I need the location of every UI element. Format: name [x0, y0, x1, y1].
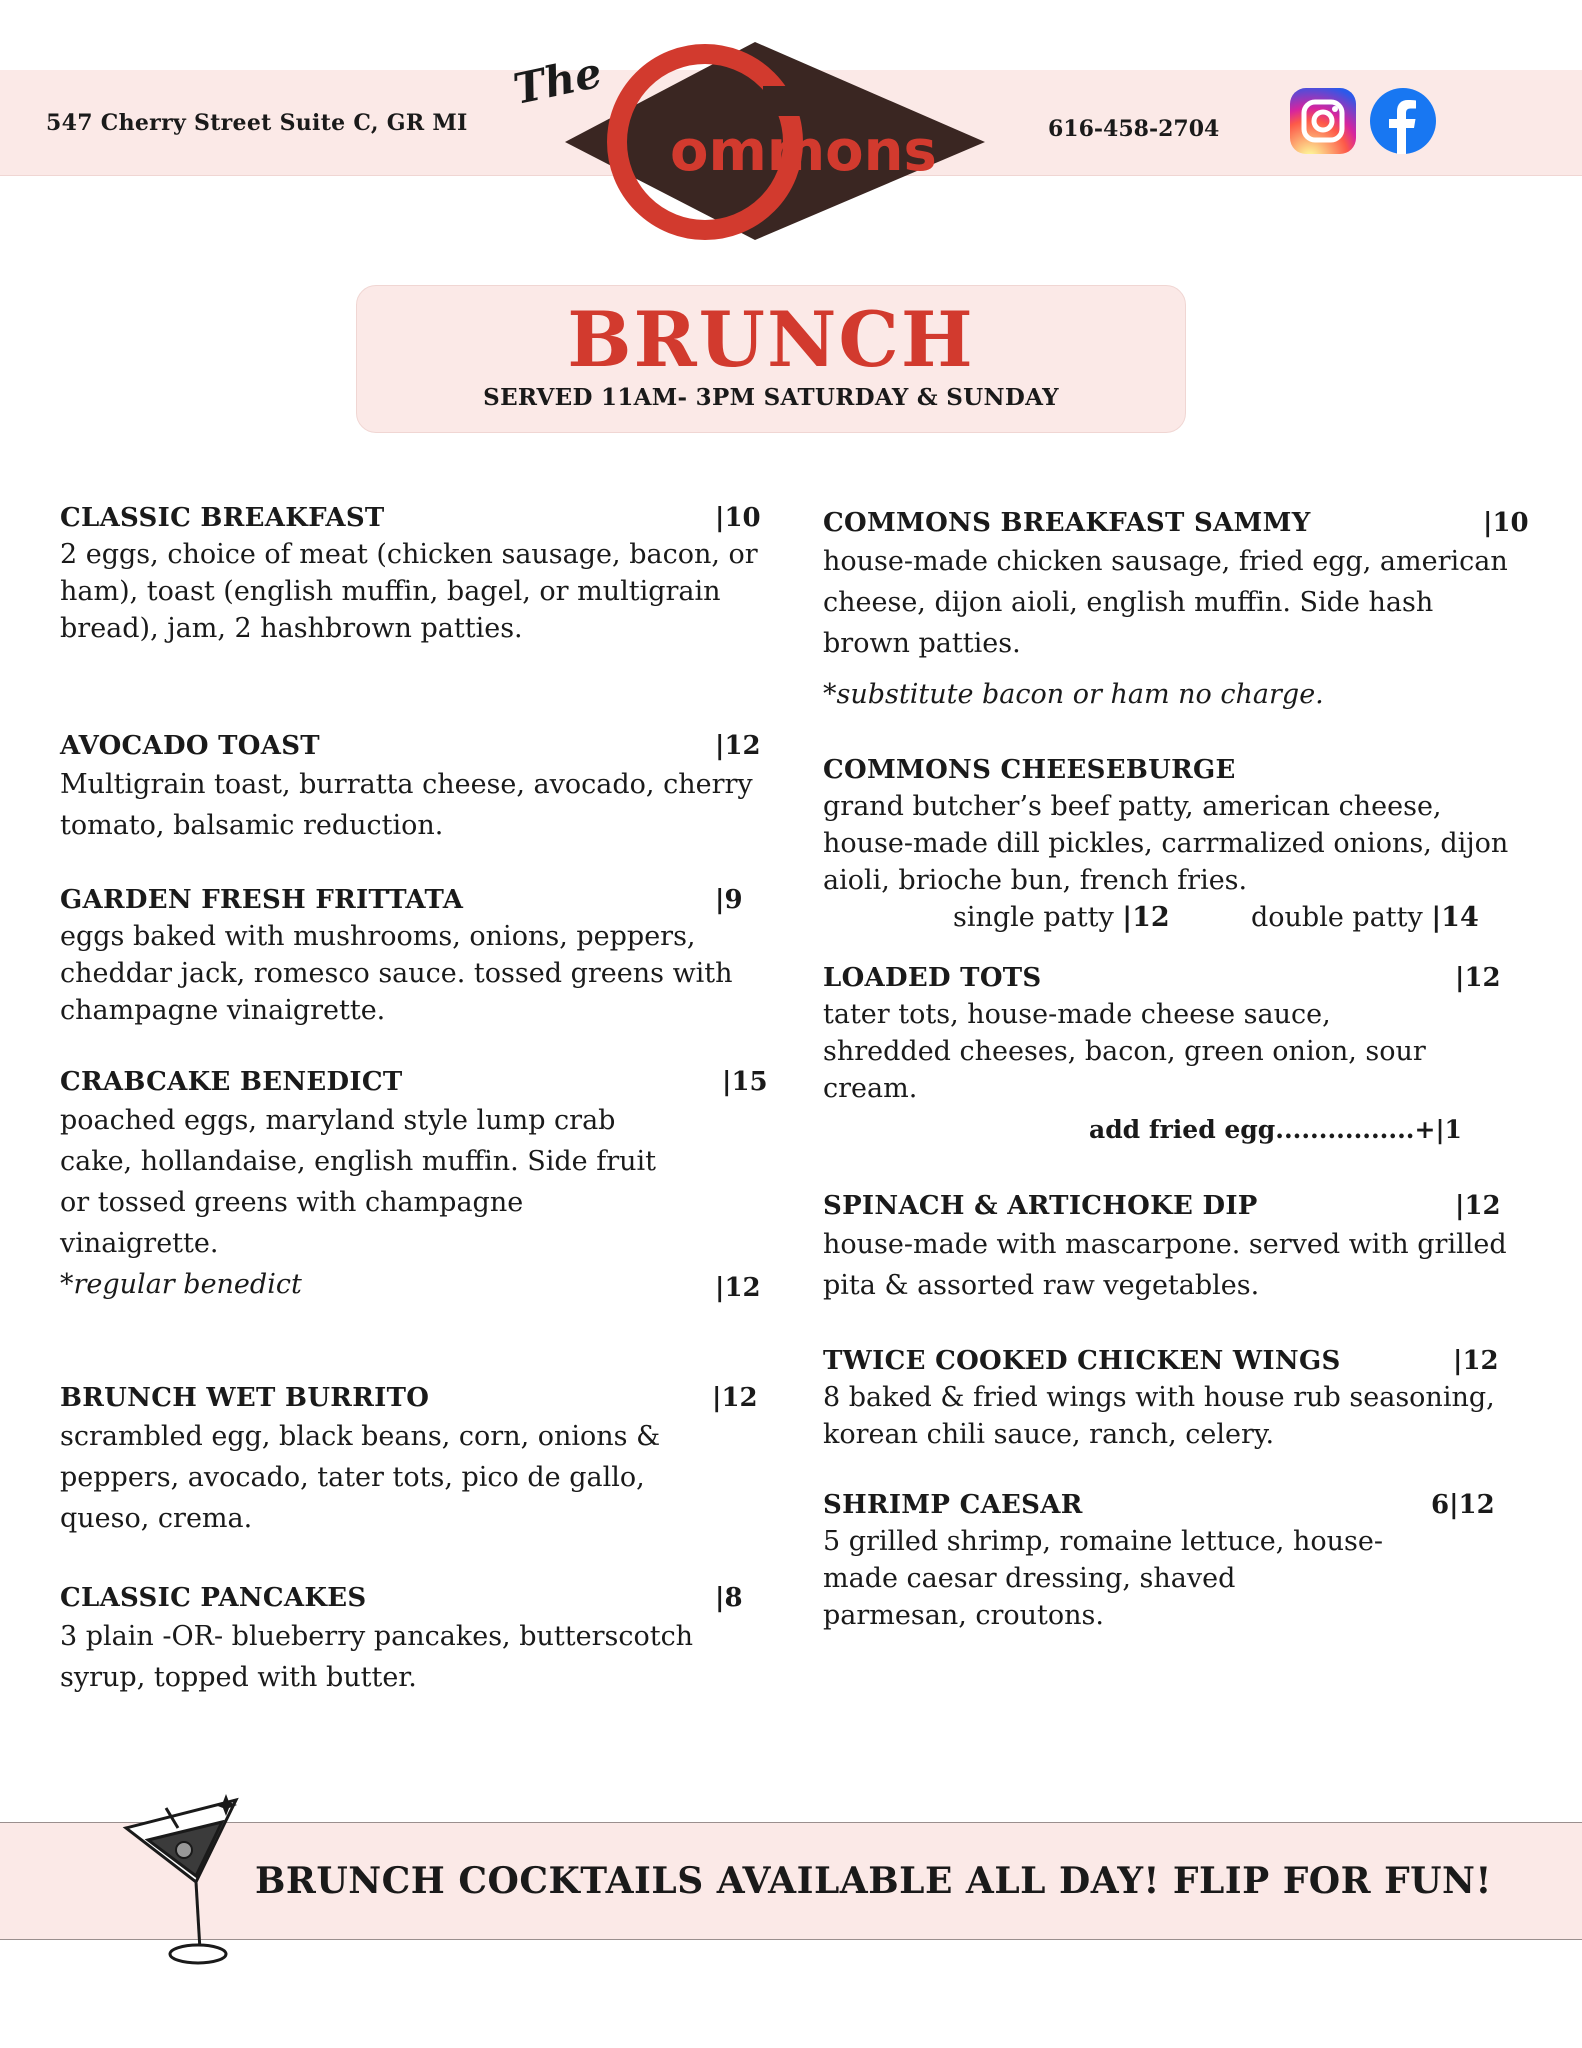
addon-fried-egg: add fried egg................+|1 — [1089, 1115, 1462, 1144]
item-price: |12 — [715, 731, 761, 761]
note-price: |12 — [715, 1273, 761, 1303]
item-note: *regular benedict — [60, 1269, 302, 1300]
item-name: CRABCAKE BENEDICT — [60, 1067, 403, 1097]
address: 547 Cherry Street Suite C, GR MI — [46, 110, 468, 136]
title-box — [356, 285, 1186, 433]
menu-item-spinach-artichoke-dip — [823, 1188, 1543, 1306]
item-name: COMMONS BREAKFAST SAMMY — [823, 508, 1311, 538]
item-name: SPINACH & ARTICHOKE DIP — [823, 1191, 1258, 1221]
item-name: SHRIMP CAESAR — [823, 1490, 1083, 1520]
menu-item-classic-breakfast — [60, 500, 780, 647]
item-price: |12 — [1455, 1191, 1501, 1221]
item-description: house-made with mascarpone. served with grilled pita & assorted raw vegetables. — [823, 1229, 1507, 1301]
item-price: |10 — [1483, 508, 1529, 538]
service-hours: SERVED 11AM- 3PM SATURDAY & SUNDAY — [483, 383, 1059, 411]
item-name: BRUNCH WET BURRITO — [60, 1383, 430, 1413]
menu-item-classic-pancakes — [60, 1580, 780, 1698]
item-description: 5 grilled shrimp, romaine lettuce, house-made caesar dressing, shaved parmesan, croutons. — [823, 1526, 1383, 1631]
menu-item-twice-cooked-chicken-wings — [823, 1343, 1543, 1453]
item-name: AVOCADO TOAST — [60, 731, 320, 761]
menu-item-avocado-toast — [60, 728, 780, 846]
phone-number[interactable]: 616-458-2704 — [1048, 116, 1220, 142]
item-description: 2 eggs, choice of meat (chicken sausage, bacon, or ham), toast (english muffin, bagel, or multigrain bread), jam, 2 hashbrown patties. — [60, 539, 758, 644]
page-title: BRUNCH — [567, 295, 975, 384]
item-price: |12 — [1455, 963, 1501, 993]
menu-item-commons-breakfast-sammy — [823, 505, 1543, 713]
item-name: CLASSIC PANCAKES — [60, 1583, 367, 1613]
item-description: grand butcher’s beef patty, american cheese, house-made dill pickles, carrmalized onions, dijon aioli, brioche bun, french fries. — [823, 791, 1509, 896]
item-name: GARDEN FRESH FRITTATA — [60, 885, 464, 915]
menu-item-loaded-tots — [823, 960, 1543, 1155]
item-name: LOADED TOTS — [823, 963, 1042, 993]
facebook-icon[interactable] — [1370, 88, 1436, 154]
menu-item-brunch-wet-burrito — [60, 1380, 780, 1539]
item-price: |9 — [715, 885, 743, 915]
svg-text:The: The — [509, 47, 606, 114]
item-name: CLASSIC BREAKFAST — [60, 503, 385, 533]
double-patty-option: double patty |14 — [1251, 902, 1479, 933]
item-description: tater tots, house-made cheese sauce, shredded cheeses, bacon, green onion, sour cream. — [823, 999, 1426, 1104]
item-price: |12 — [712, 1383, 758, 1413]
item-description: 8 baked & fried wings with house rub seasoning, korean chili sauce, ranch, celery. — [823, 1382, 1495, 1450]
item-price: |8 — [715, 1583, 743, 1613]
martini-glass-icon — [118, 1790, 248, 1970]
item-note: *substitute bacon or ham no charge. — [823, 679, 1324, 710]
menu-item-garden-fresh-frittata — [60, 882, 780, 1029]
item-price: |12 — [1453, 1346, 1499, 1376]
item-description: house-made chicken sausage, fried egg, american cheese, dijon aioli, english muffin. Side hash brown patties. — [823, 546, 1508, 659]
menu-item-crabcake-benedict — [60, 1064, 790, 1310]
item-description: poached eggs, maryland style lump crab cake, hollandaise, english muffin. Side fruit or tossed greens with champagne vinaigrette. — [60, 1105, 657, 1259]
item-name: COMMONS CHEESEBURGE — [823, 755, 1236, 785]
footer-message: BRUNCH COCKTAILS AVAILABLE ALL DAY! FLIP FOR FUN! — [255, 1860, 1492, 1902]
menu-item-commons-cheeseburger — [823, 752, 1543, 937]
item-price: |10 — [715, 503, 761, 533]
item-price: 6|12 — [1431, 1490, 1495, 1520]
item-description: 3 plain -OR- blueberry pancakes, butterscotch syrup, topped with butter. — [60, 1621, 694, 1693]
item-description: scrambled egg, black beans, corn, onions & peppers, avocado, tater tots, pico de gallo, queso, crema. — [60, 1421, 661, 1534]
svg-text:ommons: ommons — [670, 119, 937, 184]
item-name: TWICE COOKED CHICKEN WINGS — [823, 1346, 1341, 1376]
item-description: Multigrain toast, burratta cheese, avocado, cherry tomato, balsamic reduction. — [60, 769, 753, 841]
instagram-icon[interactable] — [1290, 88, 1356, 154]
single-patty-option: single patty |12 — [953, 902, 1170, 933]
item-price: |15 — [722, 1067, 768, 1097]
commons-logo — [509, 30, 995, 250]
item-description: eggs baked with mushrooms, onions, peppers, cheddar jack, romesco sauce. tossed greens with champagne vinaigrette. — [60, 921, 733, 1026]
menu-item-shrimp-caesar — [823, 1487, 1543, 1634]
